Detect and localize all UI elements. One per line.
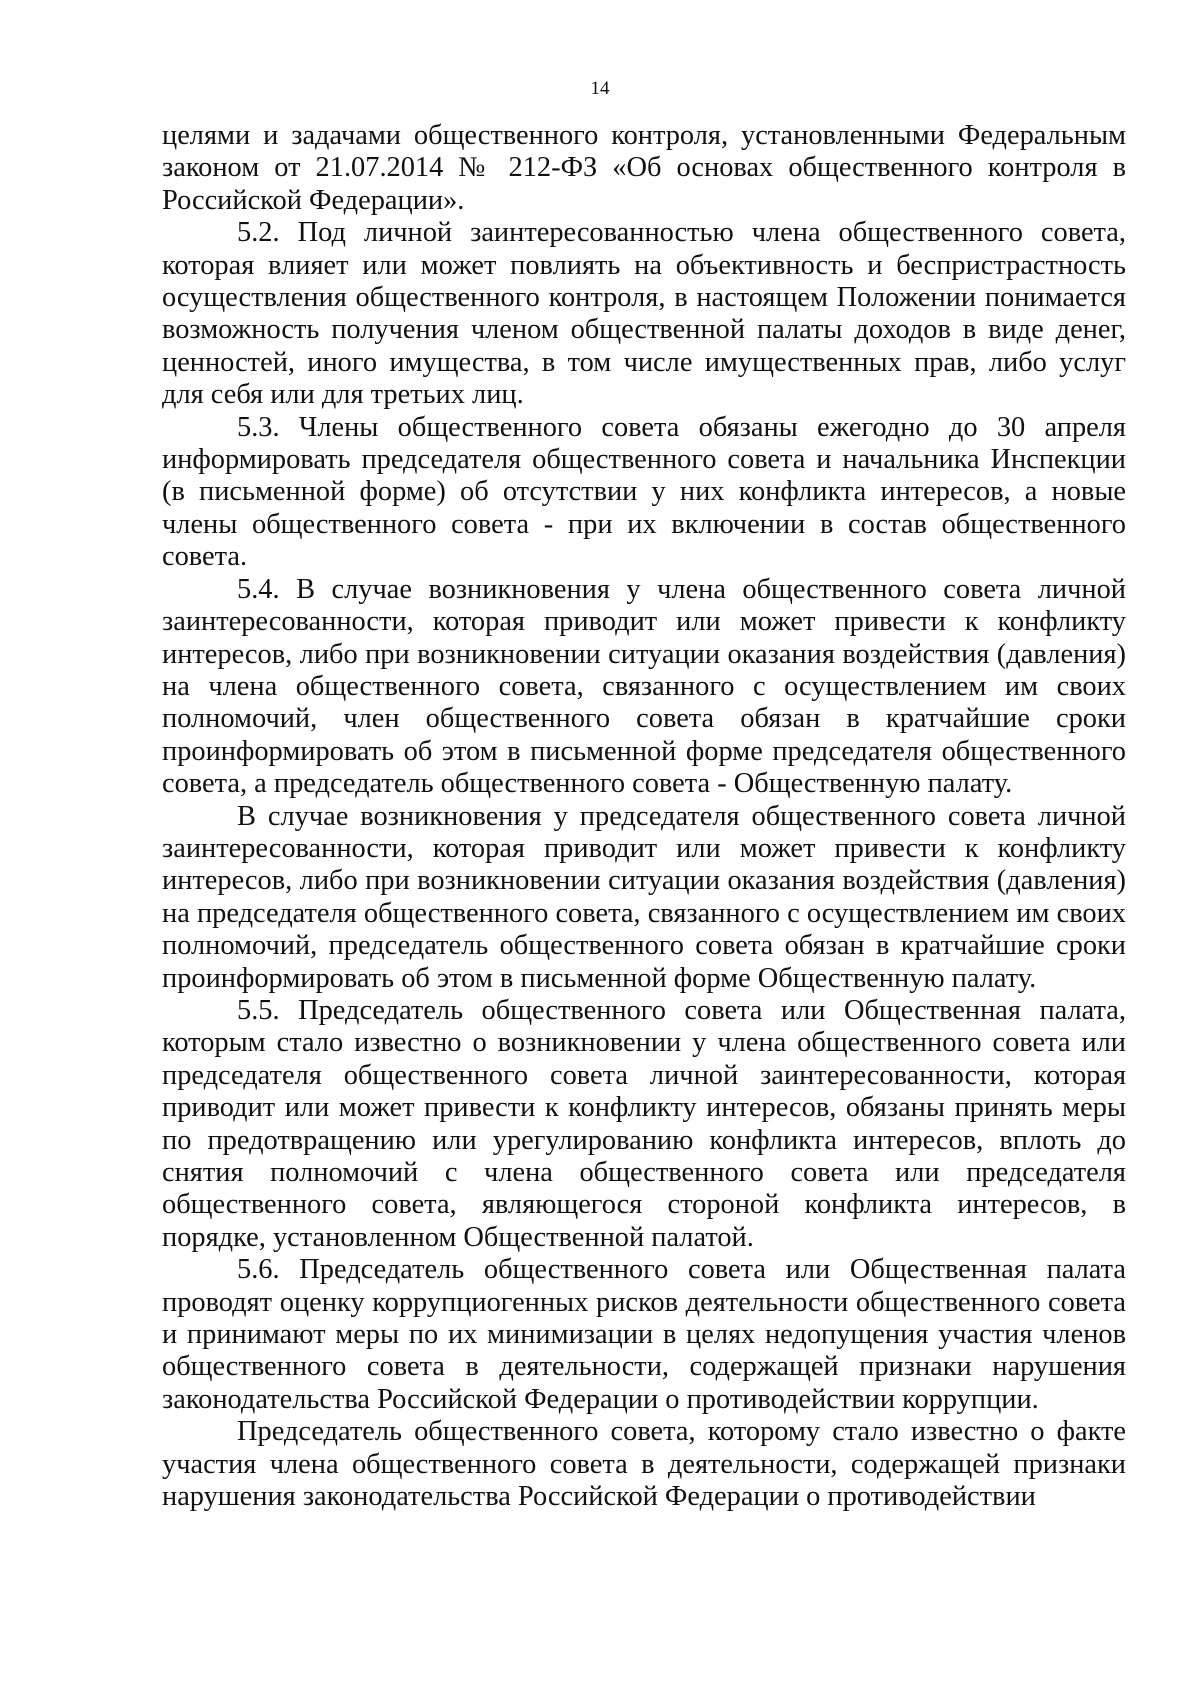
paragraph-intro: целями и задачами общественного контроля, установленными Федеральным законом от 21.07.2014 № 212-ФЗ «Об основах общественного контроля в Российской Федерации». — [162, 120, 1126, 216]
paragraph-5-4: 5.4. В случае возникновения у члена общественного совета личной заинтересованности, которая приводит или может привести к конфликту интересов, либо при возникновении ситуации оказания воздействия (давления) на члена общественного совета, связанного с осуществлением им своих полномочий, член общественного совета обязан в кратчайшие сроки проинформировать об этом в письменной форме председателя общественного совета, а председатель общественного совета - Общественную палату. — [162, 573, 1126, 800]
paragraph-5-6: 5.6. Председатель общественного совета или Общественная палата проводят оценку коррупциогенных рисков деятельности общественного совета и принимают меры по их минимизации в целях недопущения участия членов общественного совета в деятельности, содержащей признаки нарушения законодательства Российской Федерации о противодействии коррупции. — [162, 1254, 1126, 1415]
paragraph-5-4-continued: В случае возникновения у председателя общественного совета личной заинтересованности, которая приводит или может привести к конфликту интересов, либо при возникновении ситуации оказания воздействия (давления) на председателя общественного совета, связанного с осуществлением им своих полномочий, председатель общественного совета обязан в кратчайшие сроки проинформировать об этом в письменной форме Общественную палату. — [162, 800, 1126, 994]
paragraph-5-5: 5.5. Председатель общественного совета или Общественная палата, которым стало известно о возникновении у члена общественного совета или председателя общественного совета личной заинтересованности, которая приводит или может привести к конфликту интересов, обязаны принять меры по предотвращению или урегулированию конфликта интересов, вплоть до снятия полномочий с члена общественного совета или председателя общественного совета, являющегося стороной конфликта интересов, в порядке, установленном Общественной палатой. — [162, 994, 1126, 1253]
paragraph-5-6-continued: Председатель общественного совета, которому стало известно о факте участия члена общественного совета в деятельности, содержащей признаки нарушения законодательства Российской Федерации о противодействии — [162, 1416, 1126, 1513]
paragraph-5-2: 5.2. Под личной заинтересованностью члена общественного совета, которая влияет или может повлиять на объективность и беспристрастность осуществления общественного контроля, в настоящем Положении понимается возможность получения членом общественной палаты доходов в виде денег, ценностей, иного имущества, в том числе имущественных прав, либо услуг для себя или для третьих лиц. — [162, 217, 1126, 411]
document-body — [162, 120, 1126, 1513]
page-number: 14 — [590, 78, 610, 99]
paragraph-5-3: 5.3. Члены общественного совета обязаны ежегодно до 30 апреля информировать председателя общественного совета и начальника Инспекции (в письменной форме) об отсутствии у них конфликта интересов, а новые члены общественного совета - при их включении в состав общественного совета. — [162, 411, 1126, 573]
